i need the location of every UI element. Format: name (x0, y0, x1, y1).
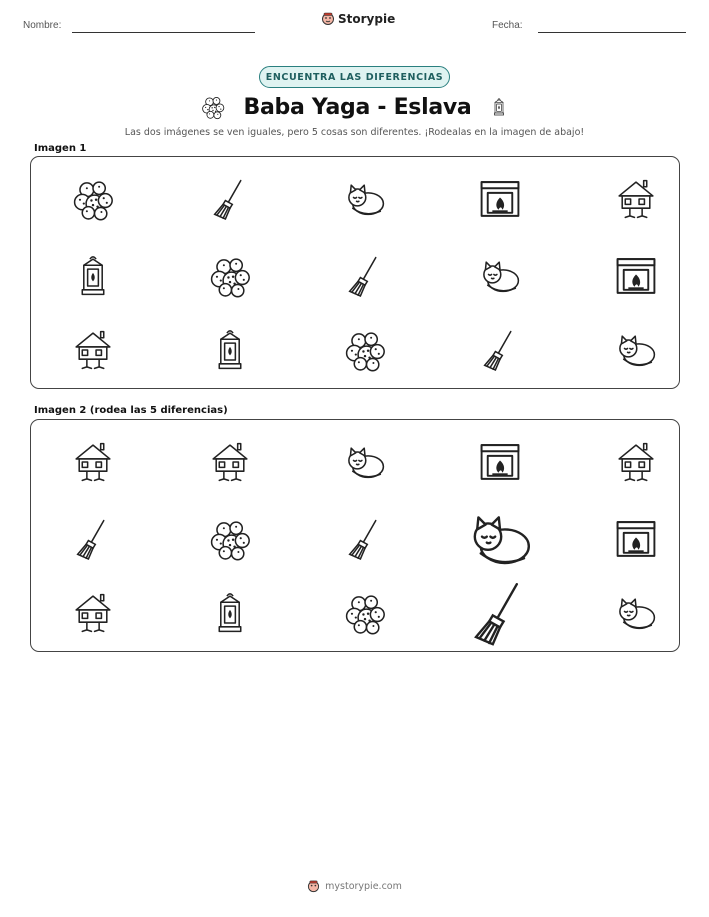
activity-badge: ENCUENTRA LAS DIFERENCIAS (259, 66, 450, 88)
grid-cell[interactable] (477, 439, 523, 485)
cat-icon (464, 503, 536, 575)
grid-cell (477, 176, 523, 222)
broom-icon (207, 176, 253, 222)
grid-cell[interactable] (464, 503, 536, 575)
grid-cell (70, 176, 116, 222)
grid-cell[interactable] (342, 590, 388, 636)
page-title: Baba Yaga - Eslava (243, 94, 472, 120)
date-field[interactable] (538, 32, 686, 33)
grid-cell (477, 253, 523, 299)
grid-cell[interactable] (207, 516, 253, 562)
grid-cell[interactable] (70, 516, 116, 562)
fireplace-icon (613, 253, 659, 299)
broom-icon (464, 577, 536, 649)
grid-cell[interactable] (342, 439, 388, 485)
berries-icon (200, 94, 226, 120)
worksheet-header (0, 0, 709, 44)
grid-cell (613, 253, 659, 299)
grid-cell[interactable] (613, 516, 659, 562)
lantern-icon (70, 253, 116, 299)
grid-cell[interactable] (207, 590, 253, 636)
brand-name: Storypie (338, 12, 396, 26)
footer-url: mystorypie.com (325, 881, 402, 892)
fireplace-icon (613, 516, 659, 562)
berries-icon (207, 253, 253, 299)
grid-cell (207, 327, 253, 373)
image2-label: Imagen 2 (rodea las 5 diferencias) (34, 405, 228, 416)
grid-cell (70, 253, 116, 299)
hut-icon (613, 439, 659, 485)
berries-icon (342, 590, 388, 636)
grid-cell (342, 253, 388, 299)
grid-cell[interactable] (613, 590, 659, 636)
lantern-icon (207, 327, 253, 373)
broom-icon (70, 516, 116, 562)
fireplace-icon (477, 439, 523, 485)
grid-cell (342, 327, 388, 373)
grid-cell[interactable] (70, 590, 116, 636)
cat-icon (342, 176, 388, 222)
grid-cell[interactable] (342, 516, 388, 562)
grid-cell (613, 176, 659, 222)
grid-cell (342, 176, 388, 222)
lantern-icon (489, 93, 509, 121)
grid-cell (207, 253, 253, 299)
hut-icon (613, 176, 659, 222)
grid-cell (70, 327, 116, 373)
instructions: Las dos imágenes se ven iguales, pero 5 cosas son diferentes. ¡Rodealas en la imagen de abajo! (124, 127, 585, 138)
grid-cell[interactable] (613, 439, 659, 485)
date-label: Fecha: (492, 20, 523, 31)
hut-icon (70, 327, 116, 373)
grid-cell (477, 327, 523, 373)
broom-icon (477, 327, 523, 373)
cat-icon (613, 590, 659, 636)
cat-icon (342, 439, 388, 485)
storypie-mascot-icon (321, 12, 335, 26)
cat-icon (613, 327, 659, 373)
name-label: Nombre: (23, 20, 62, 31)
footer (0, 880, 709, 893)
hut-icon (70, 590, 116, 636)
grid-cell (207, 176, 253, 222)
title-row (0, 92, 709, 122)
grid-cell[interactable] (70, 439, 116, 485)
broom-icon (342, 516, 388, 562)
grid-cell (613, 327, 659, 373)
cat-icon (477, 253, 523, 299)
berries-icon (70, 176, 116, 222)
lantern-icon (207, 590, 253, 636)
image2-panel[interactable] (30, 419, 680, 652)
storypie-mascot-icon (307, 880, 320, 893)
fireplace-icon (477, 176, 523, 222)
grid-cell[interactable] (207, 439, 253, 485)
hut-icon (207, 439, 253, 485)
grid-cell[interactable] (464, 577, 536, 649)
image1-panel (30, 156, 680, 389)
broom-icon (342, 253, 388, 299)
berries-icon (207, 516, 253, 562)
image1-label: Imagen 1 (34, 143, 87, 154)
name-field[interactable] (72, 32, 255, 33)
hut-icon (70, 439, 116, 485)
brand-logo (321, 12, 395, 26)
berries-icon (342, 327, 388, 373)
